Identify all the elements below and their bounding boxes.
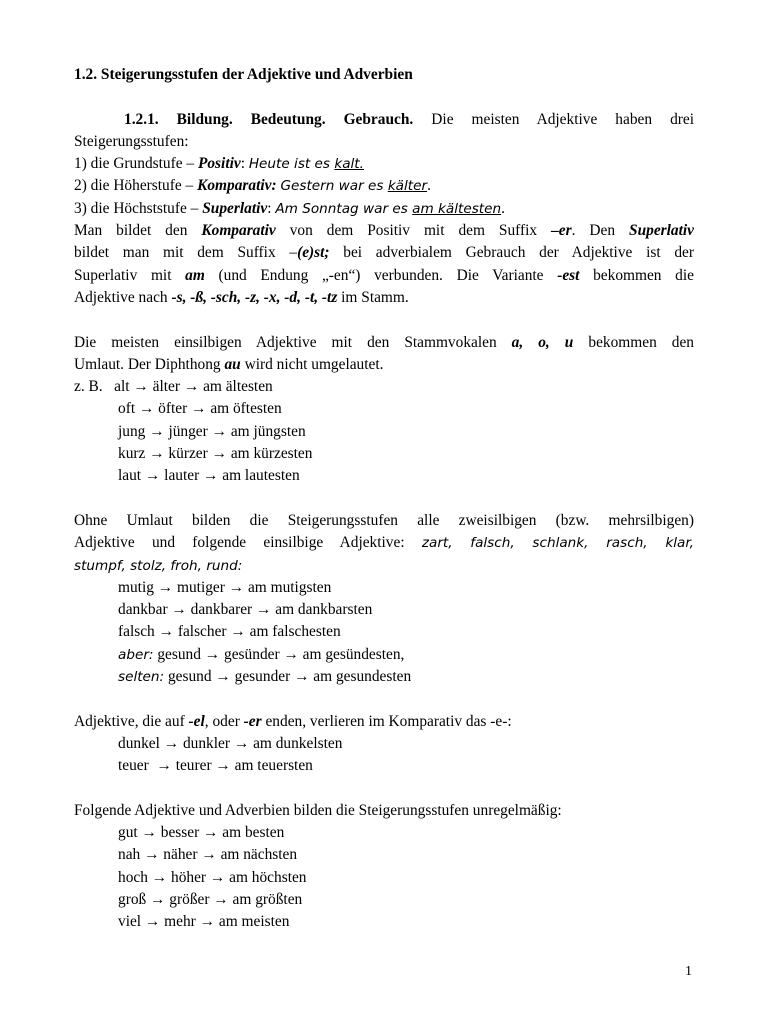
example-line: groß → größer → am größten (118, 890, 303, 908)
paragraph-line: Man bildet den Komparativ von dem Positiv mit dem Suffix –er. Den Superlativ (74, 222, 694, 240)
example-line: selten: gesund → gesunder → am gesundesten (118, 668, 412, 686)
example-line: dunkel → dunkler → am dunkelsten (118, 734, 343, 752)
paragraph-line: Umlaut. Der Diphthong au wird nicht umgelautet. (74, 355, 384, 373)
paragraph-line: Ohne Umlaut bilden die Steigerungsstufen alle zweisilbigen (bzw. mehrsilbigen) (74, 511, 694, 529)
paragraph-line: Folgende Adjektive und Adverbien bilden die Steigerungsstufen unregelmäßig: (74, 801, 562, 819)
example-line: nah → näher → am nächsten (118, 846, 298, 864)
subsection-intro: 1.2.1. Bildung. Bedeutung. Gebrauch. Die meisten Adjektive haben drei (124, 110, 694, 128)
paragraph-line: Die meisten einsilbigen Adjektive mit den Stammvokalen a, o, u bekommen den (74, 333, 694, 351)
example-line: z. B. alt → älter → am ältesten (74, 378, 273, 396)
paragraph-line: Adjektive, die auf -el, oder -er enden, verlieren im Komparativ das -e-: (74, 712, 512, 730)
example-line: teuer → teurer → am teuersten (118, 757, 313, 775)
page-number: 1 (685, 964, 692, 979)
paragraph-line: stumpf, stolz, froh, rund: (74, 557, 243, 574)
document-body (74, 64, 694, 934)
paragraph-line: bildet man mit dem Suffix –(e)st; bei adverbialem Gebrauch der Adjektive ist der (74, 244, 694, 262)
list-item-komparativ: 2) die Höherstufe – Komparativ: Gestern war es kälter. (74, 177, 431, 195)
example-line: jung → jünger → am jüngsten (118, 422, 306, 440)
example-line: mutig → mutiger → am mutigsten (118, 578, 332, 596)
subsection-heading: 1.2.1. Bildung. Bedeutung. Gebrauch. (124, 110, 414, 128)
example-line: gut → besser → am besten (118, 824, 285, 842)
list-item-positiv: 1) die Grundstufe – Positiv: Heute ist es kalt. (74, 155, 364, 173)
intro-continuation: Steigerungsstufen: (74, 132, 189, 150)
section-heading: 1.2. Steigerungsstufen der Adjektive und Adverbien (74, 66, 413, 83)
example-line: falsch → falscher → am falschesten (118, 623, 341, 641)
example-line: hoch → höher → am höchsten (118, 868, 307, 886)
example-line: dankbar → dankbarer → am dankbarsten (118, 601, 373, 619)
example-line: kurz → kürzer → am kürzesten (118, 445, 313, 463)
example-line: aber: gesund → gesünder → am gesündesten, (118, 645, 405, 663)
paragraph-line: Adjektive nach -s, -ß, -sch, -z, -x, -d, -t, -tz im Stamm. (74, 288, 409, 306)
list-item-superlativ: 3) die Höchststufe – Superlativ: Am Sonntag war es am kältesten. (74, 199, 505, 217)
example-line: laut → lauter → am lautesten (118, 467, 300, 485)
paragraph-line: Adjektive und folgende einsilbige Adjektive: zart, falsch, schlank, rasch, klar, (74, 534, 694, 552)
paragraph-line: Superlativ mit am (und Endung „-en“) verbunden. Die Variante -est bekommen die (74, 266, 694, 284)
example-line: viel → mehr → am meisten (118, 913, 290, 931)
example-line: oft → öfter → am öftesten (118, 400, 282, 418)
